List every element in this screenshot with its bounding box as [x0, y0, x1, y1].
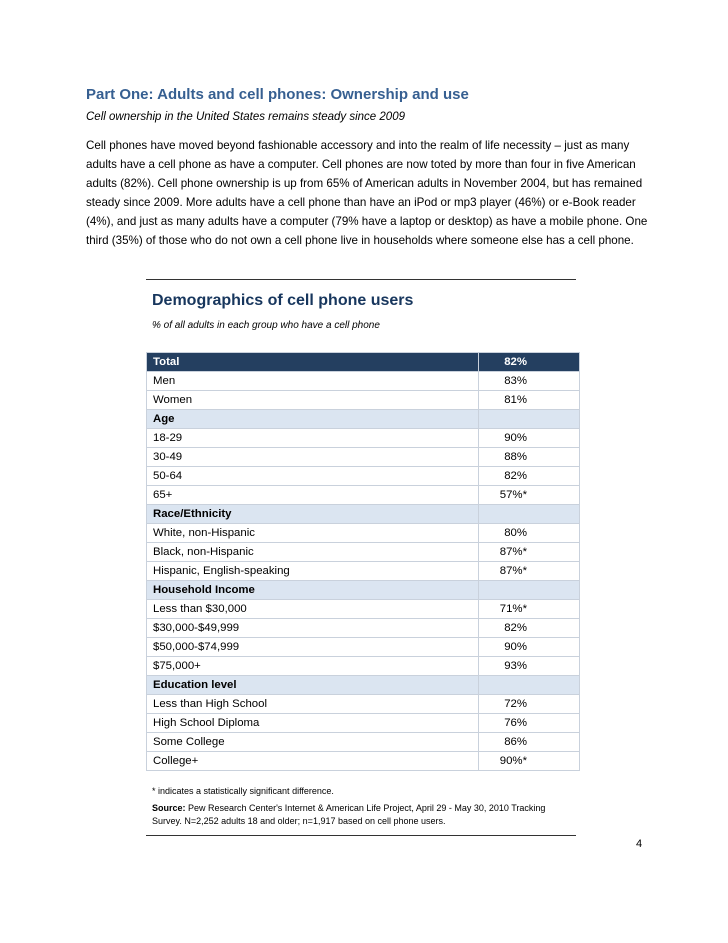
table-row [147, 600, 580, 619]
row-value: 90% [504, 432, 527, 444]
table-section-row [147, 410, 580, 429]
table-row [147, 657, 580, 676]
table-row [147, 562, 580, 581]
table-row [147, 448, 580, 467]
row-label: Total [147, 353, 479, 372]
demographics-table [146, 352, 580, 771]
table-row [147, 524, 580, 543]
section-label: Age [147, 410, 479, 429]
row-label: 30-49 [147, 448, 479, 467]
body-paragraph: Cell phones have moved beyond fashionable accessory and into the realm of life necessity – just as many adults have a cell phone as have a computer. Cell phones are now toted by more than four in five American adults (82%). Cell phone ownership is up from 65% of American adults in November 2004, but has remained steady since 2009. More adults have a cell phone than have an iPod or mp3 player (46%) or e-Book reader (4%), and just as many adults have a computer (79% have a laptop or desktop) as have a mobile phone. One third (35%) of those who do not own a cell phone live in households where someone else has a cell phone. [86, 139, 648, 247]
table-title: Demographics of cell phone users [152, 292, 414, 309]
table-row [147, 695, 580, 714]
table-subtitle: % of all adults in each group who have a cell phone [152, 320, 380, 331]
source-label: Source: [152, 803, 186, 813]
table-section-row [147, 676, 580, 695]
row-value: 86% [504, 736, 527, 748]
page-subheading: Cell ownership in the United States remains steady since 2009 [86, 111, 405, 123]
row-value: 82% [504, 622, 527, 634]
row-value: 93% [504, 660, 527, 672]
row-label: 65+ [147, 486, 479, 505]
row-label: Women [147, 391, 479, 410]
row-label: 50-64 [147, 467, 479, 486]
row-label: Hispanic, English-speaking [147, 562, 479, 581]
row-value: 76% [504, 717, 527, 729]
section-label: Household Income [147, 581, 479, 600]
table-row [147, 467, 580, 486]
row-label: Men [147, 372, 479, 391]
row-label: High School Diploma [147, 714, 479, 733]
row-label: Less than $30,000 [147, 600, 479, 619]
source-text: Pew Research Center's Internet & American Life Project, April 29 - May 30, 2010 Tracking Survey. N=2,252 adults 18 and older; n=1,917 based on cell phone users. [152, 803, 546, 826]
table-row [147, 391, 580, 410]
top-divider [146, 279, 576, 280]
row-label: $75,000+ [147, 657, 479, 676]
table-row [147, 714, 580, 733]
row-value: 72% [504, 698, 527, 710]
section-label: Race/Ethnicity [147, 505, 479, 524]
bottom-divider [146, 835, 576, 836]
page-heading: Part One: Adults and cell phones: Ownership and use [86, 86, 469, 103]
table-row [147, 543, 580, 562]
row-value: 81% [504, 394, 527, 406]
page-number: 4 [636, 838, 643, 850]
row-value: 80% [504, 527, 527, 539]
table-row [147, 486, 580, 505]
table-footnote: * indicates a statistically significant difference. [152, 786, 334, 796]
row-label: Some College [147, 733, 479, 752]
row-value: 83% [504, 375, 527, 387]
row-value: 90% [504, 641, 527, 653]
row-value: 71%* [499, 603, 527, 615]
row-label: $50,000-$74,999 [147, 638, 479, 657]
table-row [147, 619, 580, 638]
table-row [147, 372, 580, 391]
row-label: 18-29 [147, 429, 479, 448]
row-value: 82% [504, 470, 527, 482]
section-label: Education level [147, 676, 479, 695]
row-label: College+ [147, 752, 479, 771]
row-label: $30,000-$49,999 [147, 619, 479, 638]
table-row [147, 429, 580, 448]
row-value: 82% [504, 356, 527, 368]
row-value: 57%* [499, 489, 527, 501]
table-section-row [147, 581, 580, 600]
row-value: 87%* [499, 565, 527, 577]
row-label: Black, non-Hispanic [147, 543, 479, 562]
table-source [152, 802, 572, 828]
row-value: 88% [504, 451, 527, 463]
table-section-row [147, 505, 580, 524]
row-value: 87%* [499, 546, 527, 558]
row-label: White, non-Hispanic [147, 524, 479, 543]
table-row [147, 733, 580, 752]
row-value: 90%* [499, 755, 527, 767]
table-row [147, 752, 580, 771]
table-row [147, 638, 580, 657]
table-row-total [147, 353, 580, 372]
row-label: Less than High School [147, 695, 479, 714]
